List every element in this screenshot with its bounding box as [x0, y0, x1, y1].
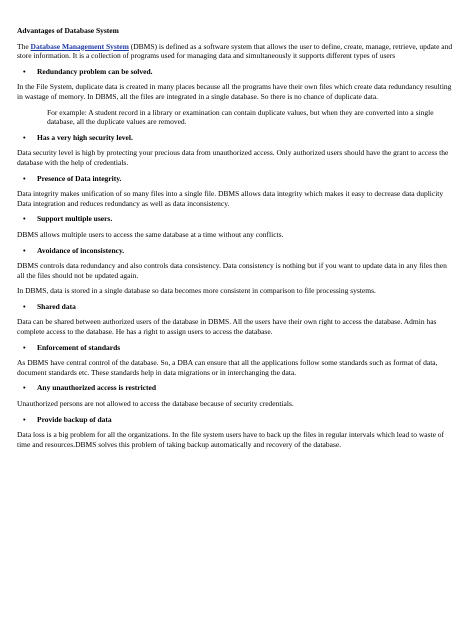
dbms-link[interactable]: Database Management System [30, 41, 129, 51]
section-heading-multiple-users: • Support multiple users. [23, 214, 113, 224]
section-paragraph: DBMS allows multiple users to access the same database at a time without any conflicts. [17, 229, 284, 239]
section-paragraph: In the File System, duplicate data is created in many places because all the programs have their own files which create data redundancy resulting in wastage of memory. In DBMS, all the files are integrated in a single database. So there is no chance of duplicate data. [17, 82, 452, 101]
bullet-icon: • [23, 214, 26, 224]
section-heading-unauthorized-access: • Any unauthorized access is restricted [23, 383, 157, 393]
bullet-icon: • [23, 414, 26, 424]
section-heading-inconsistency: • Avoidance of inconsistency. [23, 245, 125, 255]
bullet-icon: • [23, 383, 26, 393]
bullet-icon: • [23, 245, 26, 255]
section-heading-redundancy: • Redundancy problem can be solved. [23, 66, 153, 76]
document-title: Advantages of Database System [17, 26, 119, 35]
section-paragraph: Data integrity makes unification of so many files into a single file. DBMS allows data integrity which makes it easy to decrease data duplicity Data integration and reduces redundancy as well as data inconsistency. [17, 189, 444, 208]
bullet-icon: • [23, 301, 26, 311]
bullet-icon: • [23, 342, 26, 352]
intro-paragraph [17, 42, 456, 61]
section-paragraph: Data loss is a big problem for all the organizations. In the file system users have to back up the files in regular intervals which lead to waste of time and resources.DBMS solves this problem of taking backup automatically and recovery of the database. [17, 430, 445, 449]
section-paragraph: Unauthorized persons are not allowed to access the database because of security credentials. [17, 399, 294, 409]
section-heading-integrity: • Presence of Data integrity. [23, 173, 122, 183]
section-paragraph: Data security level is high by protecting your precious data from unauthorized access. Only authorized users should have the grant to access the database with the help of credentials. [17, 148, 449, 167]
bullet-icon: • [23, 66, 26, 76]
section-heading-shared-data: • Shared data [23, 301, 76, 311]
section-paragraph: As DBMS have central control of the database. So, a DBA can ensure that all the applications follow some standards such as format of data, document standards etc. These standards help in data migrations or in interchanging the data. [17, 358, 438, 377]
section-heading-standards: • Enforcement of standards [23, 342, 121, 352]
intro-pre: The [17, 41, 31, 51]
section-heading-backup: • Provide backup of data [23, 414, 112, 424]
bullet-icon: • [23, 173, 26, 183]
section-heading-security: • Has a very high security level. [23, 132, 133, 142]
intro-post: (DBMS) is defined as a software system that allows the user to define, create, manage, retrieve, update and store information. It is a collection of programs used for managing data and simultaneously it supports different types of users [17, 41, 453, 61]
section-paragraph: Data can be shared between authorized users of the database in DBMS. All the users have their own right to access the database. Admin has complete access to the database. He has a right to assign users to access the database. [17, 317, 437, 337]
example-paragraph: For example: A student record in a library or examination can contain duplicate values, but when they are converted into a single database, all the duplicate values are removed. [47, 107, 434, 127]
section-paragraph: DBMS controls data redundancy and also controls data consistency. Data consistency is nothing but if you want to update data in any files then all the files should not be updated again. [17, 261, 447, 280]
section-paragraph: In DBMS, data is stored in a single database so data becomes more consistent in comparison to file processing systems. [17, 286, 376, 296]
bullet-icon: • [23, 132, 26, 142]
